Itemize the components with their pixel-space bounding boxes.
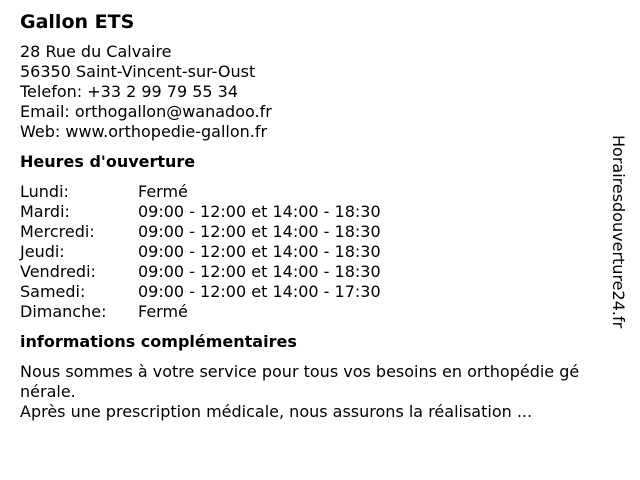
day-label: Dimanche: bbox=[20, 302, 107, 321]
hours-row-wednesday bbox=[20, 222, 620, 242]
day-label: Mardi: bbox=[20, 202, 70, 221]
address-line-2: 56350 Saint-Vincent-sur-Oust bbox=[20, 62, 256, 81]
info-line-1: Nous sommes à votre service pour tous vos besoins en orthopédie gé bbox=[20, 362, 580, 381]
hours-row-monday bbox=[20, 182, 620, 202]
business-card bbox=[20, 10, 620, 422]
day-label: Mercredi: bbox=[20, 222, 95, 241]
day-label: Lundi: bbox=[20, 182, 69, 201]
hours-title: Heures d'ouverture bbox=[20, 152, 196, 171]
day-label: Vendredi: bbox=[20, 262, 96, 281]
hours-row-sunday bbox=[20, 302, 620, 322]
time-value: 09:00 - 12:00 et 14:00 - 17:30 bbox=[138, 282, 381, 301]
opening-hours-table bbox=[20, 182, 620, 322]
time-value: Fermé bbox=[138, 302, 188, 321]
site-watermark: Horairesdouverture24.fr bbox=[609, 135, 628, 329]
hours-row-friday bbox=[20, 262, 620, 282]
info-text bbox=[20, 362, 620, 422]
web-line: Web: www.orthopedie-gallon.fr bbox=[20, 122, 268, 141]
info-title: informations complémentaires bbox=[20, 332, 297, 351]
time-value: 09:00 - 12:00 et 14:00 - 18:30 bbox=[138, 202, 381, 221]
day-label: Jeudi: bbox=[20, 242, 65, 261]
hours-row-thursday bbox=[20, 242, 620, 262]
phone-line: Telefon: +33 2 99 79 55 34 bbox=[20, 82, 239, 101]
hours-row-tuesday bbox=[20, 202, 620, 222]
info-line-2: nérale. bbox=[20, 382, 76, 401]
time-value: 09:00 - 12:00 et 14:00 - 18:30 bbox=[138, 222, 381, 241]
email-line: Email: orthogallon@wanadoo.fr bbox=[20, 102, 272, 121]
day-label: Samedi: bbox=[20, 282, 86, 301]
hours-row-saturday bbox=[20, 282, 620, 302]
time-value: 09:00 - 12:00 et 14:00 - 18:30 bbox=[138, 242, 381, 261]
address-line-1: 28 Rue du Calvaire bbox=[20, 42, 172, 61]
info-line-3: Après une prescription médicale, nous assurons la réalisation ... bbox=[20, 402, 533, 421]
business-name: Gallon ETS bbox=[20, 11, 135, 33]
time-value: 09:00 - 12:00 et 14:00 - 18:30 bbox=[138, 262, 381, 281]
time-value: Fermé bbox=[138, 182, 188, 201]
